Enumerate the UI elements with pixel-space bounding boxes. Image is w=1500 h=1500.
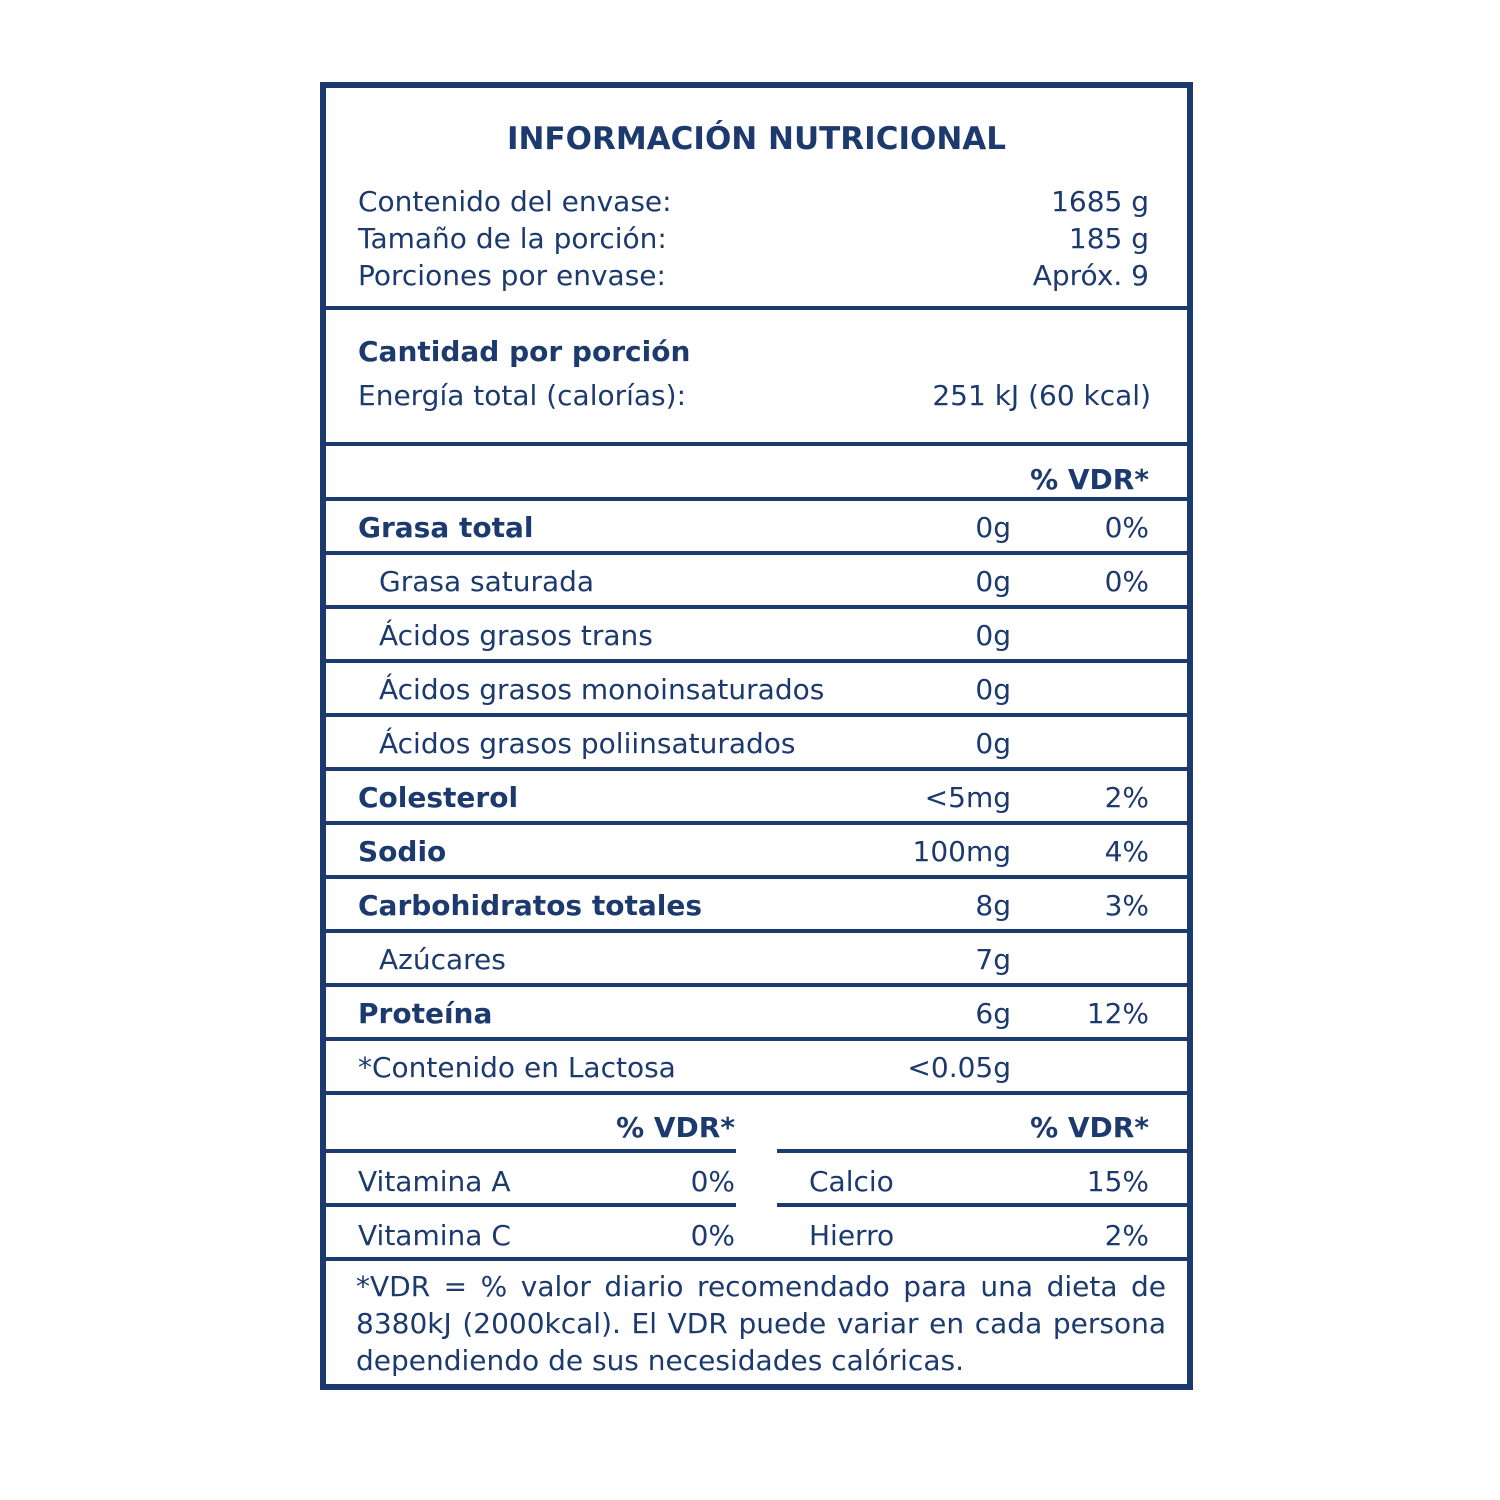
divider	[326, 875, 1187, 879]
divider	[777, 1149, 1187, 1153]
nutrient-name: Colesterol	[358, 781, 519, 814]
nutrient-amount: <0.05g	[907, 1051, 1011, 1084]
serving-info-value: Apróx. 9	[1032, 259, 1149, 292]
divider	[326, 821, 1187, 825]
nutrient-name: Carbohidratos totales	[358, 889, 702, 922]
nutrient-name: Ácidos grasos trans	[379, 619, 653, 652]
vitamins-left-vdr-header: % VDR*	[616, 1111, 735, 1144]
vitamin-vdr: 0%	[690, 1219, 735, 1252]
divider	[326, 659, 1187, 663]
divider	[326, 983, 1187, 987]
divider	[326, 1203, 736, 1207]
divider	[326, 306, 1187, 310]
divider	[326, 1149, 736, 1153]
divider	[326, 551, 1187, 555]
nutrient-vdr: 0%	[1104, 565, 1149, 598]
vdr-header: % VDR*	[1030, 463, 1149, 496]
divider	[777, 1203, 1187, 1207]
divider	[326, 442, 1187, 446]
vitamin-vdr: 0%	[690, 1165, 735, 1198]
energy-value: 251 kJ (60 kcal)	[932, 379, 1151, 412]
footnote: *VDR = % valor diario recomendado para una dieta de 8380kJ (2000kcal). El VDR puede variar en cada persona dependiendo de sus necesidades calóricas.	[356, 1270, 1166, 1377]
nutrient-amount: 0g	[975, 727, 1011, 760]
nutrient-amount: 0g	[975, 673, 1011, 706]
serving-info-value: 1685 g	[1051, 185, 1149, 218]
divider	[326, 1257, 1187, 1261]
amount-per-serving-heading: Cantidad por porción	[358, 335, 691, 368]
nutrient-name: Grasa total	[358, 511, 534, 544]
nutrient-name: *Contenido en Lactosa	[358, 1051, 676, 1084]
nutrient-amount: 0g	[975, 619, 1011, 652]
divider	[326, 605, 1187, 609]
divider	[326, 929, 1187, 933]
mineral-name: Calcio	[809, 1165, 894, 1198]
serving-info-label: Porciones por envase:	[358, 259, 666, 292]
nutrient-name: Ácidos grasos monoinsaturados	[379, 673, 825, 706]
mineral-vdr: 2%	[1104, 1219, 1149, 1252]
nutrient-vdr: 2%	[1104, 781, 1149, 814]
nutrient-name: Ácidos grasos poliinsaturados	[379, 727, 796, 760]
nutrient-amount: 0g	[975, 511, 1011, 544]
label-title: INFORMACIÓN NUTRICIONAL	[506, 121, 1007, 157]
nutrient-name: Proteína	[358, 997, 493, 1030]
nutrient-amount: 100mg	[912, 835, 1011, 868]
nutrient-amount: 0g	[975, 565, 1011, 598]
nutrient-vdr: 0%	[1104, 511, 1149, 544]
nutrient-name: Azúcares	[379, 943, 506, 976]
vitamin-name: Vitamina A	[358, 1165, 511, 1198]
nutrient-name: Grasa saturada	[379, 565, 595, 598]
nutrient-vdr: 3%	[1104, 889, 1149, 922]
divider	[326, 767, 1187, 771]
vitamin-name: Vitamina C	[358, 1219, 511, 1252]
nutrient-amount: <5mg	[924, 781, 1011, 814]
serving-info-label: Contenido del envase:	[358, 185, 672, 218]
nutrient-vdr: 12%	[1086, 997, 1149, 1030]
nutrient-vdr: 4%	[1104, 835, 1149, 868]
divider	[326, 497, 1187, 501]
mineral-vdr: 15%	[1086, 1165, 1149, 1198]
divider	[326, 1037, 1187, 1041]
serving-info-label: Tamaño de la porción:	[358, 222, 667, 255]
divider	[326, 713, 1187, 717]
nutrient-amount: 8g	[975, 889, 1011, 922]
serving-info-value: 185 g	[1068, 222, 1149, 255]
nutrient-amount: 7g	[975, 943, 1011, 976]
vitamins-right-vdr-header: % VDR*	[1030, 1111, 1149, 1144]
nutrient-name: Sodio	[358, 835, 447, 868]
nutrition-facts-label	[320, 82, 1193, 1390]
energy-label: Energía total (calorías):	[358, 379, 687, 412]
divider	[326, 1091, 1187, 1095]
mineral-name: Hierro	[809, 1219, 895, 1252]
nutrient-amount: 6g	[975, 997, 1011, 1030]
